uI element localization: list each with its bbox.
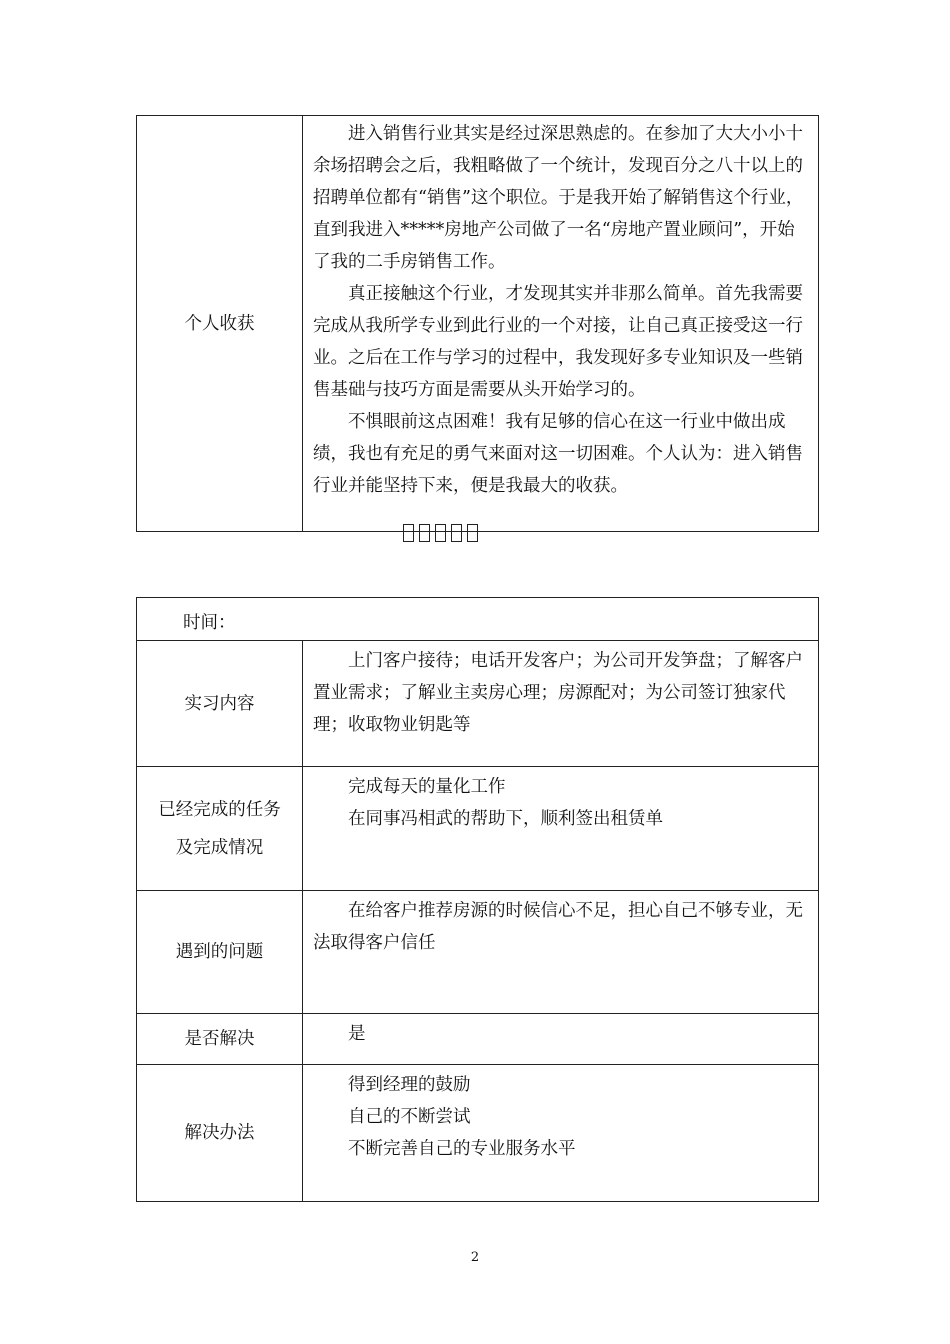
completed-task-line-1: 完成每天的量化工作 bbox=[348, 777, 506, 797]
solution-line-1: 得到经理的鼓励 bbox=[348, 1075, 471, 1095]
solution-line-2: 自己的不断尝试 bbox=[348, 1107, 471, 1127]
internship-content-paragraph: 上门客户接待；电话开发客户；为公司开发笋盘；了解客户置业需求；了解业主卖房心理；房源配对；为公司签订独家代理；收取物业钥匙等 bbox=[313, 651, 803, 735]
solutions-content bbox=[303, 1065, 819, 1202]
resolved-label: 是否解决 bbox=[137, 1014, 303, 1065]
internship-content-text bbox=[303, 641, 819, 767]
solution-line-3: 不断完善自己的专业服务水平 bbox=[348, 1139, 576, 1159]
completed-tasks-label bbox=[137, 767, 303, 891]
completed-tasks-label-line-2: 及完成情况 bbox=[175, 837, 264, 858]
problems-label: 遇到的问题 bbox=[137, 891, 303, 1014]
completed-tasks-label-line-1: 已经完成的任务 bbox=[158, 799, 281, 820]
time-field: 时间： bbox=[137, 598, 819, 641]
missing-glyph-box bbox=[435, 524, 446, 542]
problems-paragraph: 在给客户推荐房源的时候信心不足，担心自己不够专业，无法取得客户信任 bbox=[313, 901, 803, 953]
internship-content-label: 实习内容 bbox=[137, 641, 303, 767]
personal-gains-content bbox=[303, 116, 819, 532]
gains-paragraph-3: 不惧眼前这点困难！我有足够的信心在这一行业中做出成绩，我也有充足的勇气来面对这一切困难。个人认为：进入销售行业并能坚持下来，便是我最大的收获。 bbox=[313, 412, 803, 496]
missing-glyph-boxes bbox=[403, 524, 478, 542]
resolved-content bbox=[303, 1014, 819, 1065]
personal-gains-label: 个人收获 bbox=[137, 116, 303, 532]
gains-paragraph-2: 真正接触这个行业，才发现其实并非那么简单。首先我需要完成从我所学专业到此行业的一个对接，让自己真正接受这一行业。之后在工作与学习的过程中，我发现好多专业知识及一些销售基础与技巧方面是需要从头开始学习的。 bbox=[313, 284, 803, 400]
problems-content bbox=[303, 891, 819, 1014]
missing-glyph-box bbox=[403, 524, 414, 542]
missing-glyph-box bbox=[467, 524, 478, 542]
resolved-value: 是 bbox=[348, 1024, 366, 1044]
completed-task-line-2: 在同事冯相武的帮助下，顺利签出租赁单 bbox=[348, 809, 663, 829]
page-number: 2 bbox=[470, 1250, 480, 1265]
internship-record-table bbox=[136, 597, 819, 1202]
gains-paragraph-1: 进入销售行业其实是经过深思熟虑的。在参加了大大小小十余场招聘会之后，我粗略做了一个统计，发现百分之八十以上的招聘单位都有“销售”这个职位。于是我开始了解销售这个行业，直到我进入*****房地产公司做了一名“房地产置业顾问”，开始了我的二手房销售工作。 bbox=[313, 124, 804, 272]
solutions-label: 解决办法 bbox=[137, 1065, 303, 1202]
missing-glyph-box bbox=[419, 524, 430, 542]
personal-gains-table bbox=[136, 115, 819, 532]
missing-glyph-box bbox=[451, 524, 462, 542]
completed-tasks-content bbox=[303, 767, 819, 891]
